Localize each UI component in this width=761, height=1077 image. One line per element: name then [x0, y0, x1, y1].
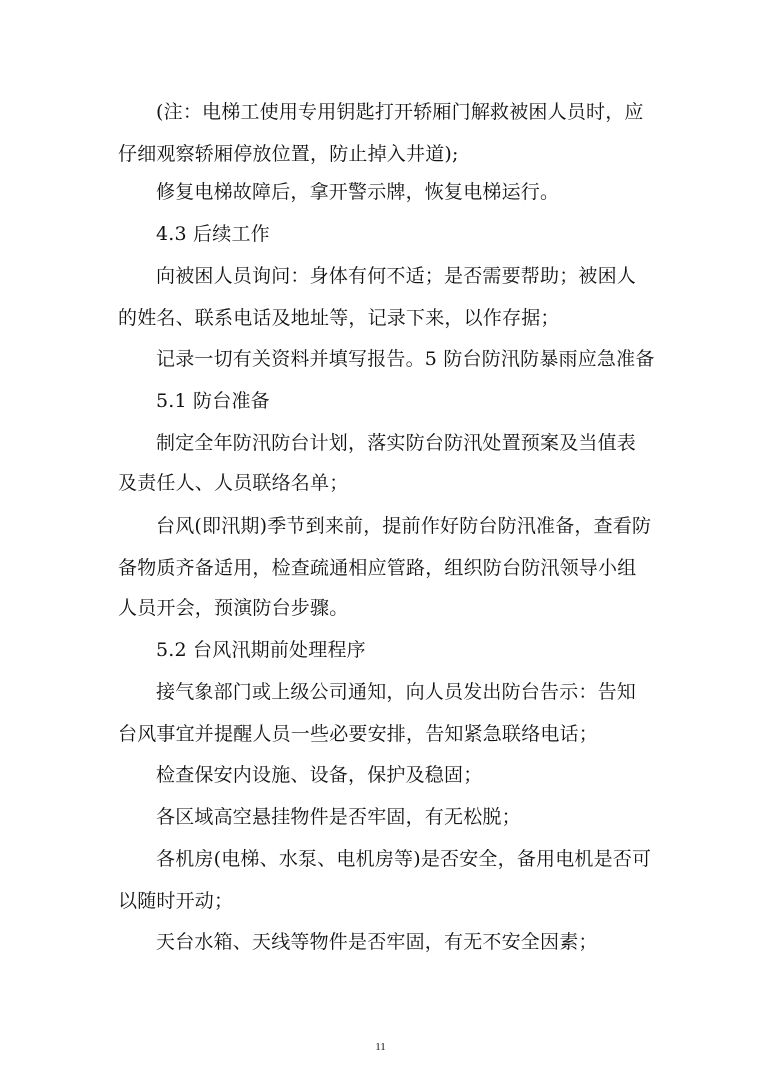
body-text-line: 各机房(电梯、水泵、电机房等)是否安全，备用电机是否可: [156, 848, 652, 870]
section-heading: 4.3 后续工作: [156, 223, 270, 245]
body-text-line: 的姓名、联系电话及地址等，记录下来，以作存据；: [118, 307, 560, 329]
body-text-line: 记录一切有关资料并填写报告。5 防台防汛防暴雨应急准备: [156, 348, 655, 370]
body-text-line: 人员开会，预演防台步骤。: [118, 597, 349, 619]
body-text-line: 接气象部门或上级公司通知，向人员发出防台告示：告知: [156, 681, 637, 703]
body-text-line: 仔细观察轿厢停放位置，防止掉入井道);: [118, 143, 459, 165]
body-text-line: 以随时开动；: [118, 890, 234, 912]
section-heading: 5.2 台风汛期前处理程序: [156, 639, 366, 661]
body-text-line: 向被困人员询问：身体有何不适；是否需要帮助；被困人: [156, 265, 637, 287]
body-text-line: 及责任人、人员联络名单；: [118, 472, 349, 494]
body-text-line: 备物质齐备适用，检查疏通相应管路，组织防台防汛领导小组: [118, 557, 637, 579]
body-text-line: 台风(即汛期)季节到来前，提前作好防台防汛准备，查看防: [156, 515, 652, 537]
body-text-line: 台风事宜并提醒人员一些必要安排，告知紧急联络电话；: [118, 723, 599, 745]
body-text-line: 各区域高空悬挂物件是否牢固，有无松脱；: [156, 806, 521, 828]
body-text-line: 制定全年防汛防台计划，落实防台防汛处置预案及当值表: [156, 432, 637, 454]
body-text-line: 检查保安内设施、设备，保护及稳固；: [156, 764, 483, 786]
page-number: 11: [375, 1041, 386, 1053]
section-heading: 5.1 防台准备: [156, 390, 270, 412]
body-text-line: (注：电梯工使用专用钥匙打开轿厢门解救被困人员时，应: [156, 101, 644, 123]
body-text-line: 修复电梯故障后，拿开警示牌，恢复电梯运行。: [156, 181, 560, 203]
body-text-line: 天台水箱、天线等物件是否牢固，有无不安全因素；: [156, 931, 598, 953]
